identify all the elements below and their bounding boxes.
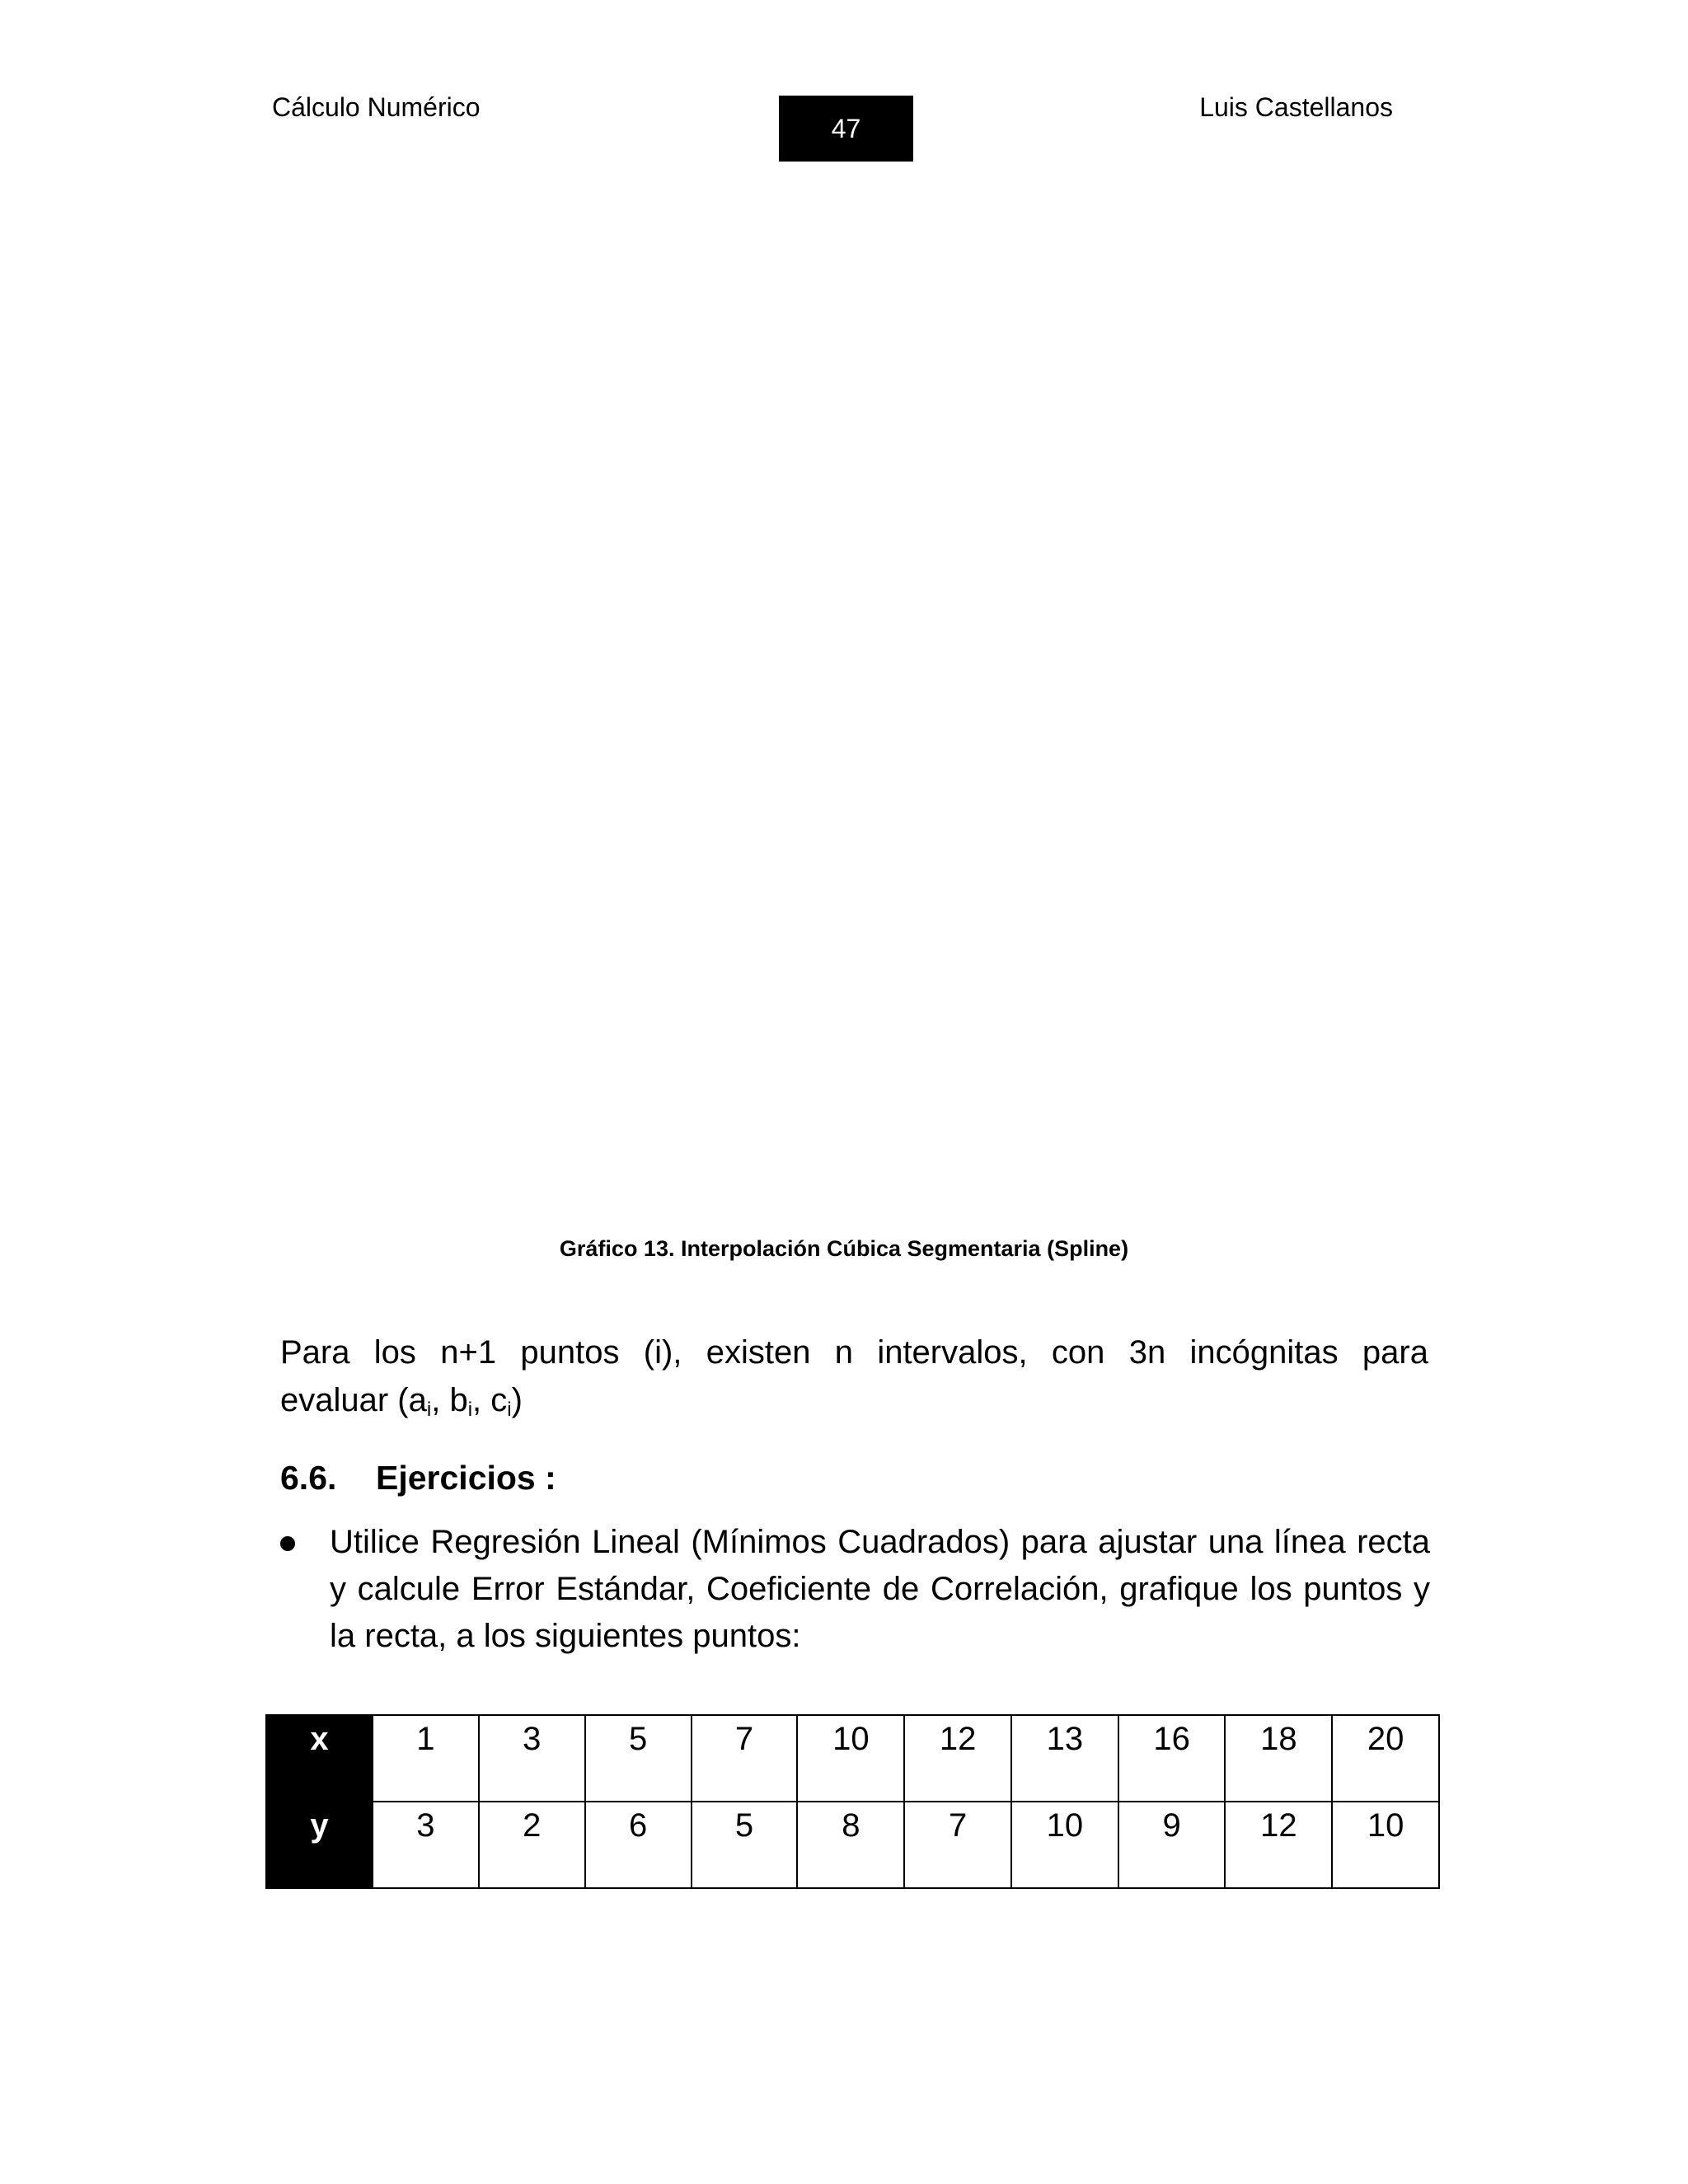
paragraph-text: , b [431,1382,468,1418]
table-cell: 9 [1118,1802,1226,1888]
table-cell: 18 [1225,1715,1332,1802]
figure-caption: Gráfico 13. Interpolación Cúbica Segmentaria (Spline) [559,1236,1129,1261]
table-cell: 7 [904,1802,1011,1888]
page-number-box [779,96,913,162]
bullet-icon [280,1536,295,1551]
table-cell: 5 [692,1802,798,1888]
author-name: Luis Castellanos [1199,92,1393,122]
table-cell: 10 [1011,1802,1118,1888]
exercise-text: Utilice Regresión Lineal (Mínimos Cuadrados) para ajustar una línea recta y calcule Error Estándar, Coeficiente de Correlación, grafique los puntos y la recta, a los siguientes puntos: [330,1524,1430,1654]
table-cell: 12 [904,1715,1011,1802]
subscript-c: i [507,1399,512,1421]
table-row-x [266,1715,1439,1802]
paragraph-text: ) [511,1382,523,1418]
subscript-b: i [467,1399,473,1421]
table-cell: 6 [585,1802,692,1888]
row-header-y: y [266,1802,373,1888]
data-table [265,1714,1440,1889]
table-cell: 2 [479,1802,585,1888]
paragraph-line-1: Para los n+1 puntos (i), existen n intervalos, con 3n incógnitas para [280,1334,1428,1371]
page-number: 47 [831,113,861,143]
section-number: 6.6. [280,1459,337,1497]
table-cell: 20 [1332,1715,1439,1802]
table-cell: 7 [692,1715,798,1802]
table-cell: 10 [797,1715,904,1802]
table-row-y [266,1802,1439,1888]
table-cell: 12 [1225,1802,1332,1888]
section-heading [280,1459,556,1497]
table-cell: 10 [1332,1802,1439,1888]
document-title: Cálculo Numérico [272,92,481,122]
table-cell: 8 [797,1802,904,1888]
section-title: Ejercicios : [376,1459,556,1497]
table-cell: 13 [1011,1715,1118,1802]
table-cell: 5 [585,1715,692,1802]
row-header-x: x [266,1715,373,1802]
paragraph-line-2 [280,1382,523,1421]
table-cell: 1 [373,1715,479,1802]
paragraph-text: evaluar (a [280,1382,427,1418]
body-paragraph [280,1329,1428,1424]
table-cell: 3 [479,1715,585,1802]
table-cell: 16 [1118,1715,1226,1802]
paragraph-text: , c [472,1382,508,1418]
table-cell: 3 [373,1802,479,1888]
subscript-a: i [426,1399,432,1421]
